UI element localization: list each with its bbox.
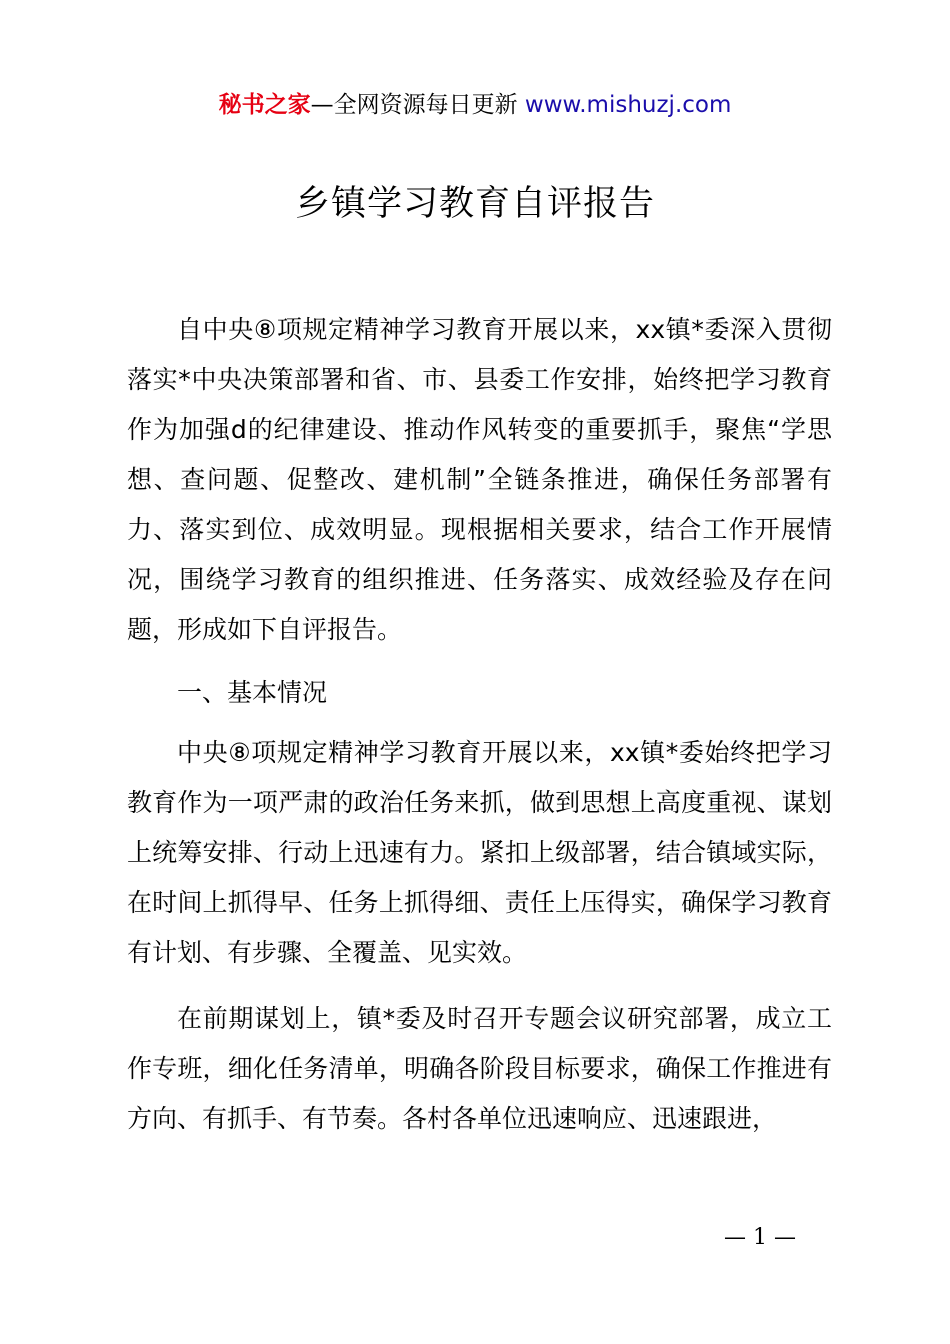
- page-number: — 1 —: [724, 1225, 796, 1250]
- site-url-link[interactable]: www.mishuzj.com: [524, 92, 732, 118]
- body-paragraph: 在前期谋划上，镇*委及时召开专题会议研究部署，成立工作专班，细化任务清单，明确各阶段目标要求，确保工作推进有方向、有抓手、有节奏。各村各单位迅速响应、迅速跟进，: [127, 1004, 832, 1133]
- site-header: [0, 88, 950, 122]
- document-title: 乡镇学习教育自评报告: [294, 184, 655, 224]
- brand-name: 秘书之家: [218, 92, 311, 118]
- intro-paragraph: 自中央⑧项规定精神学习教育开展以来，xx镇*委深入贯彻落实*中央决策部署和省、市、县委工作安排，始终把学习教育作为加强d的纪律建设、推动作风转变的重要抓手，聚焦“学思想、查问题、促整改、建机制”全链条推进，确保任务部署有力、落实到位、成效明显。现根据相关要求，结合工作开展情况，围绕学习教育的组织推进、任务落实、成效经验及存在问题，形成如下自评报告。: [127, 315, 832, 644]
- site-tagline: —全网资源每日更新: [310, 92, 518, 118]
- section-heading: 一、基本情况: [177, 678, 328, 707]
- body-paragraph: 中央⑧项规定精神学习教育开展以来，xx镇*委始终把学习教育作为一项严肃的政治任务来抓，做到思想上高度重视、谋划上统筹安排、行动上迅速有力。紧扣上级部署，结合镇域实际，在时间上抓得早、任务上抓得细、责任上压得实，确保学习教育有计划、有步骤、全覆盖、见实效。: [127, 738, 832, 967]
